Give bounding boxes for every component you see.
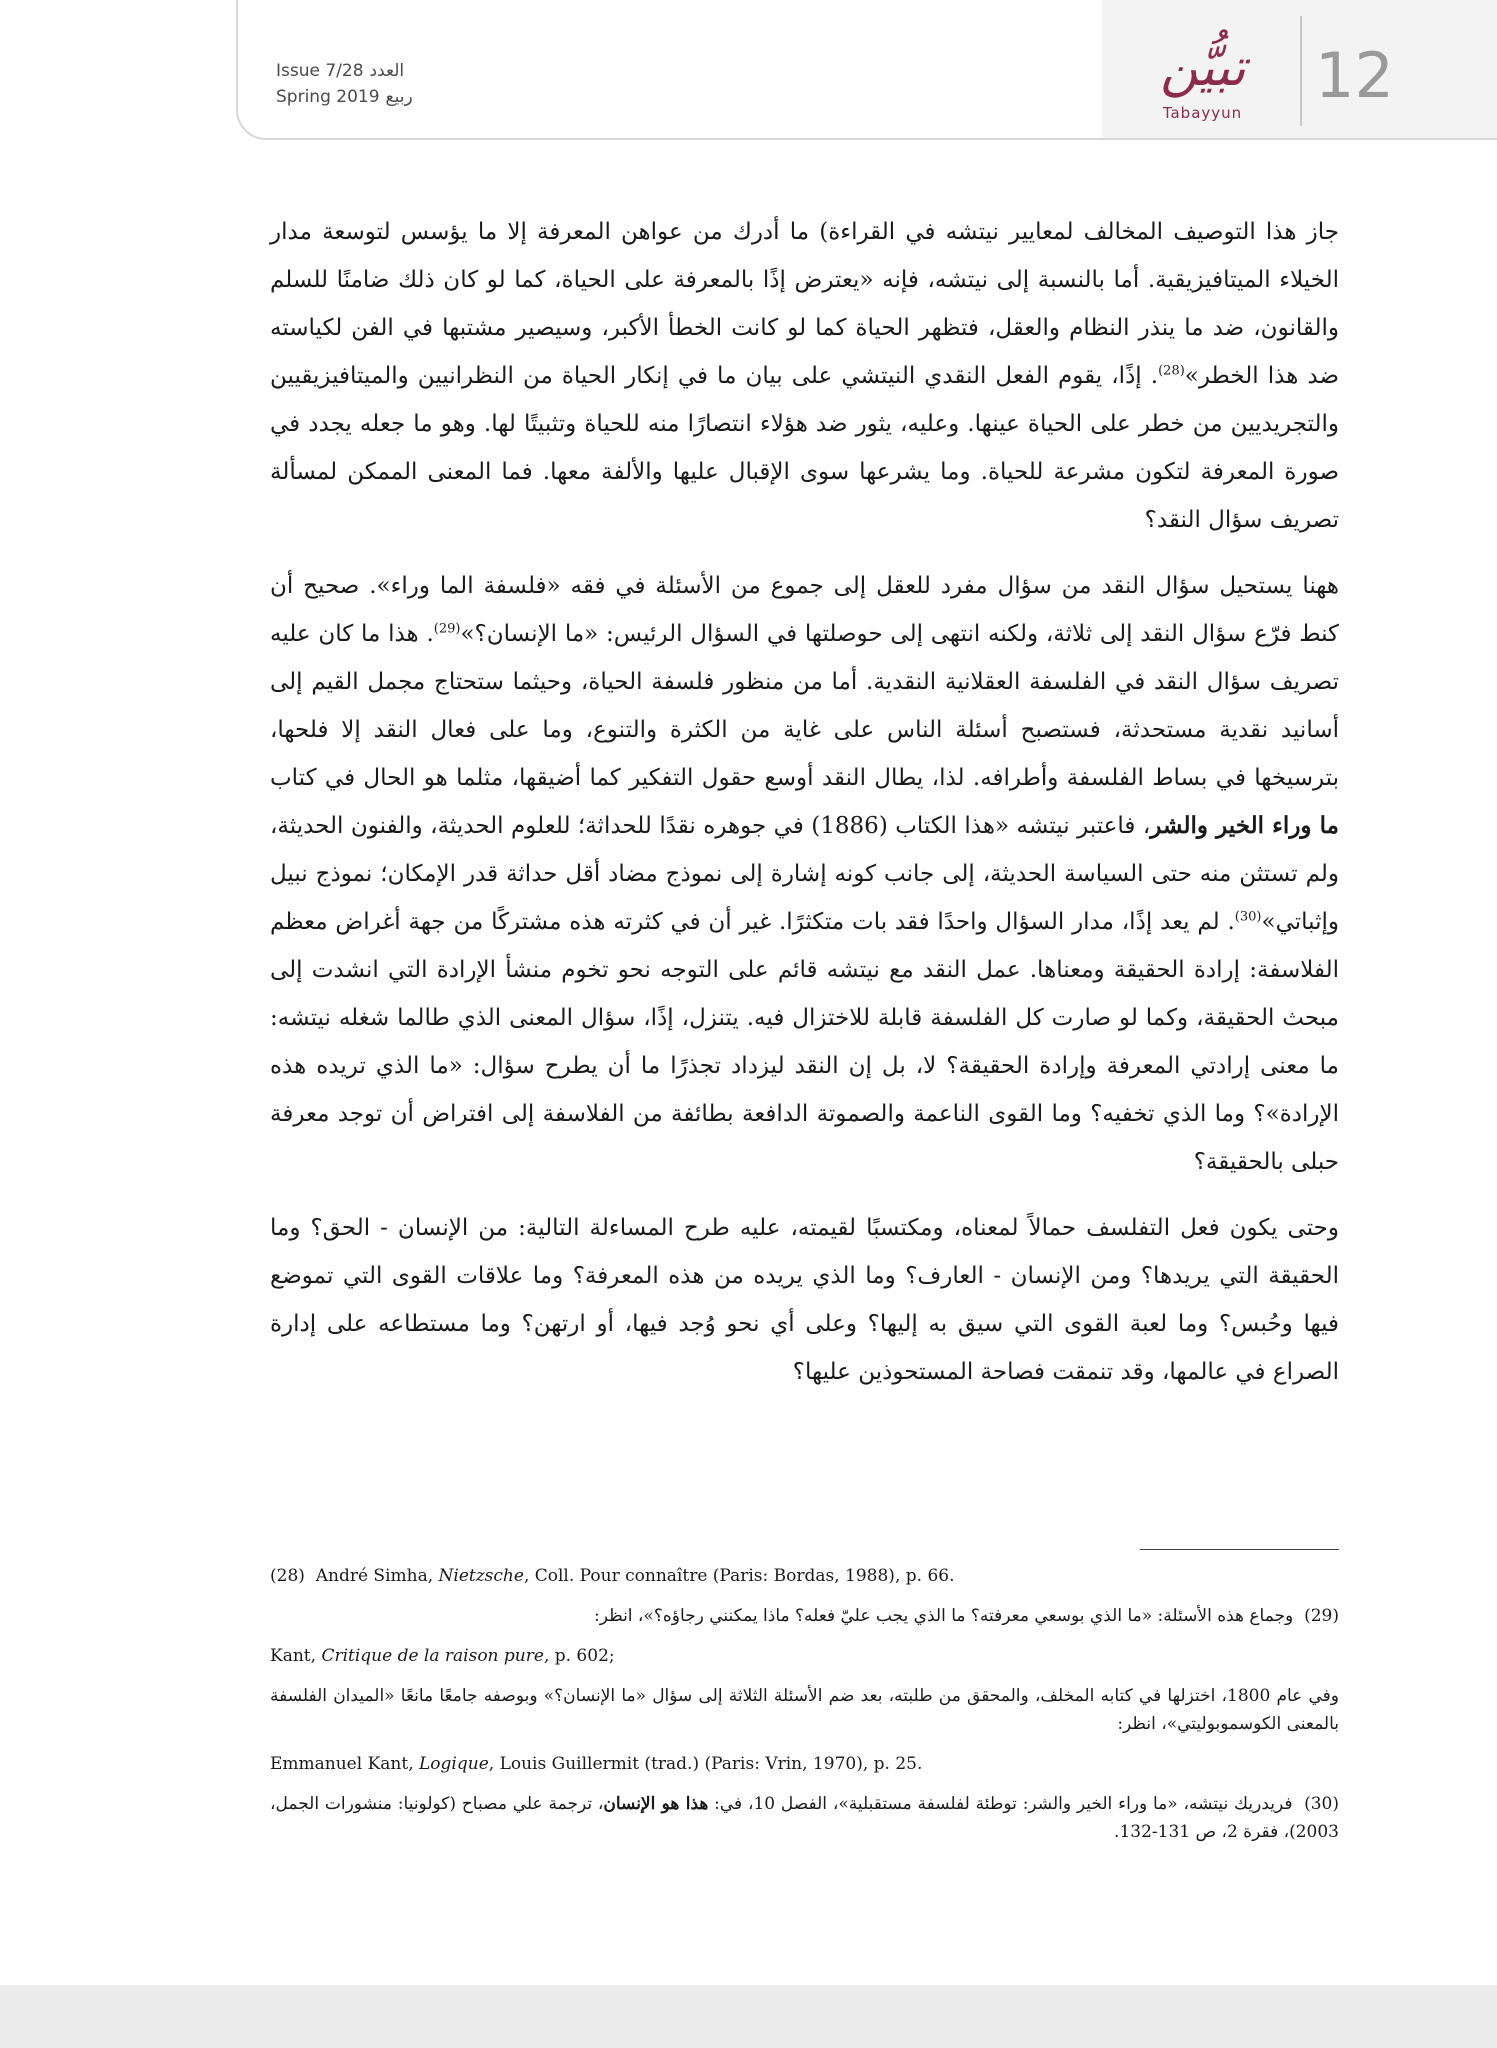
- p1-text-b: . إذًا، يقوم الفعل النقدي النيتشي على بيان ما في إنكار الحياة من النظرانيين والميتافيزيقيين والتجريديين من خطر على الحياة عينها. وعليه، يثور ضد هؤلاء انتصارًا منه للحياة وتثبيتًا لها. وهو ما جعله يجدد في صورة المعرفة لتكون مشرعة للحياة. وما يشرعها سوى الإقبال عليها والألفة معها. فما المعنى الممكن لمسألة تصريف سؤال النقد؟: [270, 363, 1339, 533]
- p2-text-d: . لم يعد إذًا، مدار السؤال واحدًا فقد بات متكثرًا. غير أن في كثرته هذه مشتركًا من جهة أغراض معظم الفلاسفة: إرادة الحقيقة ومعناها. عمل النقد مع نيتشه قائم على التوجه نحو تخوم منشأ الإرادة التي انشدت إلى مبحث الحقيقة، وكما لو صارت كل الفلسفة قابلة للاختزال فيه. يتنزل، إذًا، سؤال المعنى الذي طالما شغله نيتشه: ما معنى إرادتي المعرفة وإرادة الحقيقة؟ لا، بل إن النقد ليزداد تجذرًا ما أن يطرح سؤال: «ما الذي تريده هذه الإرادة»؟ وما الذي تخفيه؟ وما القوى الناعمة والصموتة الدافعة بطائفة من الفلاسفة إلى افتراض أن توجد معرفة حبلى بالحقيقة؟: [270, 909, 1339, 1175]
- season-label-ar: ربيع: [385, 87, 413, 107]
- footnote-number: (28): [270, 1566, 305, 1586]
- journal-logo-latin: Tabayyun: [1162, 104, 1243, 122]
- footnote-29-kant: [270, 1642, 1339, 1670]
- journal-logo: تبيُّن: [1160, 38, 1246, 98]
- header-divider: [1300, 16, 1302, 126]
- article-body: [270, 208, 1339, 1414]
- footnote-separator: [1140, 1549, 1339, 1550]
- footnote-29-cont: وفي عام 1800، اختزلها في كتابه المخلف، والمحقق من طلبته، بعد ضم الأسئلة الثلاثة إلى سؤال «ما الإنسان؟» وبوصفه جامعًا مانعًا «الميدان الفلسفة بالمعنى الكوسموبوليتي»، انظر:: [270, 1686, 1339, 1734]
- footnote-28: [270, 1562, 1339, 1590]
- footnote-30: [270, 1790, 1339, 1846]
- page-number: 12: [1315, 39, 1394, 112]
- footnote-ref-29[interactable]: (29): [433, 621, 461, 637]
- fn30-book-title: هذا هو الإنسان: [603, 1794, 709, 1814]
- footnotes: [270, 1562, 1339, 1858]
- footer-band: [0, 1985, 1497, 2048]
- footnote-29: [270, 1602, 1339, 1630]
- footnote-number: (30): [1304, 1794, 1340, 1814]
- paragraph-2: [270, 562, 1339, 1186]
- fn30-text-a: فريدريك نيتشه، «ما وراء الخير والشر: توطئة لفلسفة مستقبلية»، الفصل 10، في:: [708, 1794, 1293, 1814]
- fn28-rest: , Coll. Pour connaître (Paris: Bordas, 1988), p. 66.: [523, 1566, 955, 1586]
- book-title: ما وراء الخير والشر: [1150, 812, 1340, 839]
- p2-text-a: ههنا يستحيل سؤال النقد من سؤال مفرد للعقل إلى جموع من الأسئلة في فقه «فلسفة الما وراء». صحيح أن كنط فرّع سؤال النقد إلى ثلاثة، ولكنه انتهى إلى حوصلتها في السؤال الرئيس: «ما الإنسان؟»: [270, 573, 1339, 647]
- footnote-ref-30[interactable]: (30): [1234, 909, 1262, 925]
- paragraph-3: وحتى يكون فعل التفلسف حمالاً لمعناه، ومكتسبًا لقيمته، عليه طرح المساءلة التالية: من الإنسان - الحق؟ وما الحقيقة التي يريدها؟ ومن الإنسان - العارف؟ وما الذي يريده من هذه المعرفة؟ وما علاقات القوى التي تموضع فيها وحُبس؟ وما لعبة القوى التي سيق به إليها؟ وعلى أي نحو وُجد فيها، أو ارتهن؟ وما مستطاعه على إدارة الصراع في عالمها، وقد تنمقت فصاحة المستحوذين عليها؟: [270, 1215, 1340, 1385]
- issue-info: [276, 58, 466, 110]
- paragraph-1: [270, 208, 1339, 544]
- issue-number: Issue 7/28: [276, 61, 364, 81]
- season: Spring 2019: [276, 87, 380, 107]
- footnote-29-logique: [270, 1750, 1339, 1778]
- fn29-logique-title: Logique: [419, 1754, 489, 1774]
- fn29-logique-author: Emmanuel Kant,: [270, 1754, 414, 1774]
- p2-text-b: . هذا ما كان عليه تصريف سؤال النقد في الفلسفة العقلانية النقدية. أما من منظور فلسفة الحياة، وحيثما ستحتاج مجمل القيم إلى أسانيد نقدية مستحدثة، فستصبح أسئلة الناس على غاية من الكثرة والتنوع، وما على فعال النقد إلا فلحها، بترسيخها في بساط الفلسفة وأطرافه. لذا، يطال النقد أوسع حقول التفكير كما أضيقها، مثلما هو الحال في كتاب: [270, 621, 1339, 791]
- footnote-ref-28[interactable]: (28): [1158, 363, 1185, 379]
- issue-label-ar: العدد: [369, 61, 405, 81]
- fn28-author: André Simha,: [315, 1566, 434, 1586]
- fn29-kant-title: Critique de la raison pure: [321, 1646, 544, 1666]
- footnote-number: (29): [1304, 1606, 1339, 1626]
- p2-text-c: ، فاعتبر نيتشه «هذا الكتاب (1886) في جوهره نقدًا للحداثة؛ للعلوم الحديثة، والفنون الحديثة، ولم تستثن منه حتى السياسة الحديثة، إلى جانب كونه إشارة إلى نموذج مضاد أقل حداثة قدر الإمكان؛ نموذج نبيل وإثباتي»: [270, 813, 1339, 935]
- fn28-title: Nietzsche: [438, 1566, 524, 1586]
- fn29-kant-rest: , p. 602;: [543, 1646, 615, 1666]
- p1-text-a: جاز هذا التوصيف المخالف لمعايير نيتشه في القراءة) ما أدرك من عواهن المعرفة إلا ما يؤسس لتوسعة مدار الخيلاء الميتافيزيقية. أما بالنسبة إلى نيتشه، فإنه «يعترض إذًا بالمعرفة على الحياة، كما لو كان ذلك ضامنًا للسلم والقانون، ضد ما ينذر النظام والعقل، فتظهر الحياة كما لو كانت الخطأ الأكبر، وسيصير مشتبها في الفن لكياسته ضد هذا الخطر»: [270, 219, 1339, 389]
- fn30-text-b: ، ترجمة علي مصباح (كولونيا: منشورات الجمل، 2003)، فقرة 2، ص 131-132.: [270, 1794, 1339, 1842]
- fn29-logique-rest: , Louis Guillermit (trad.) (Paris: Vrin, 1970), p. 25.: [488, 1754, 923, 1774]
- fn29-kant-author: Kant,: [270, 1646, 317, 1666]
- fn29-text: وجماع هذه الأسئلة: «ما الذي بوسعي معرفته؟ ما الذي يجب عليّ فعله؟ ماذا يمكنني رجاؤه؟»، انظر:: [594, 1606, 1294, 1626]
